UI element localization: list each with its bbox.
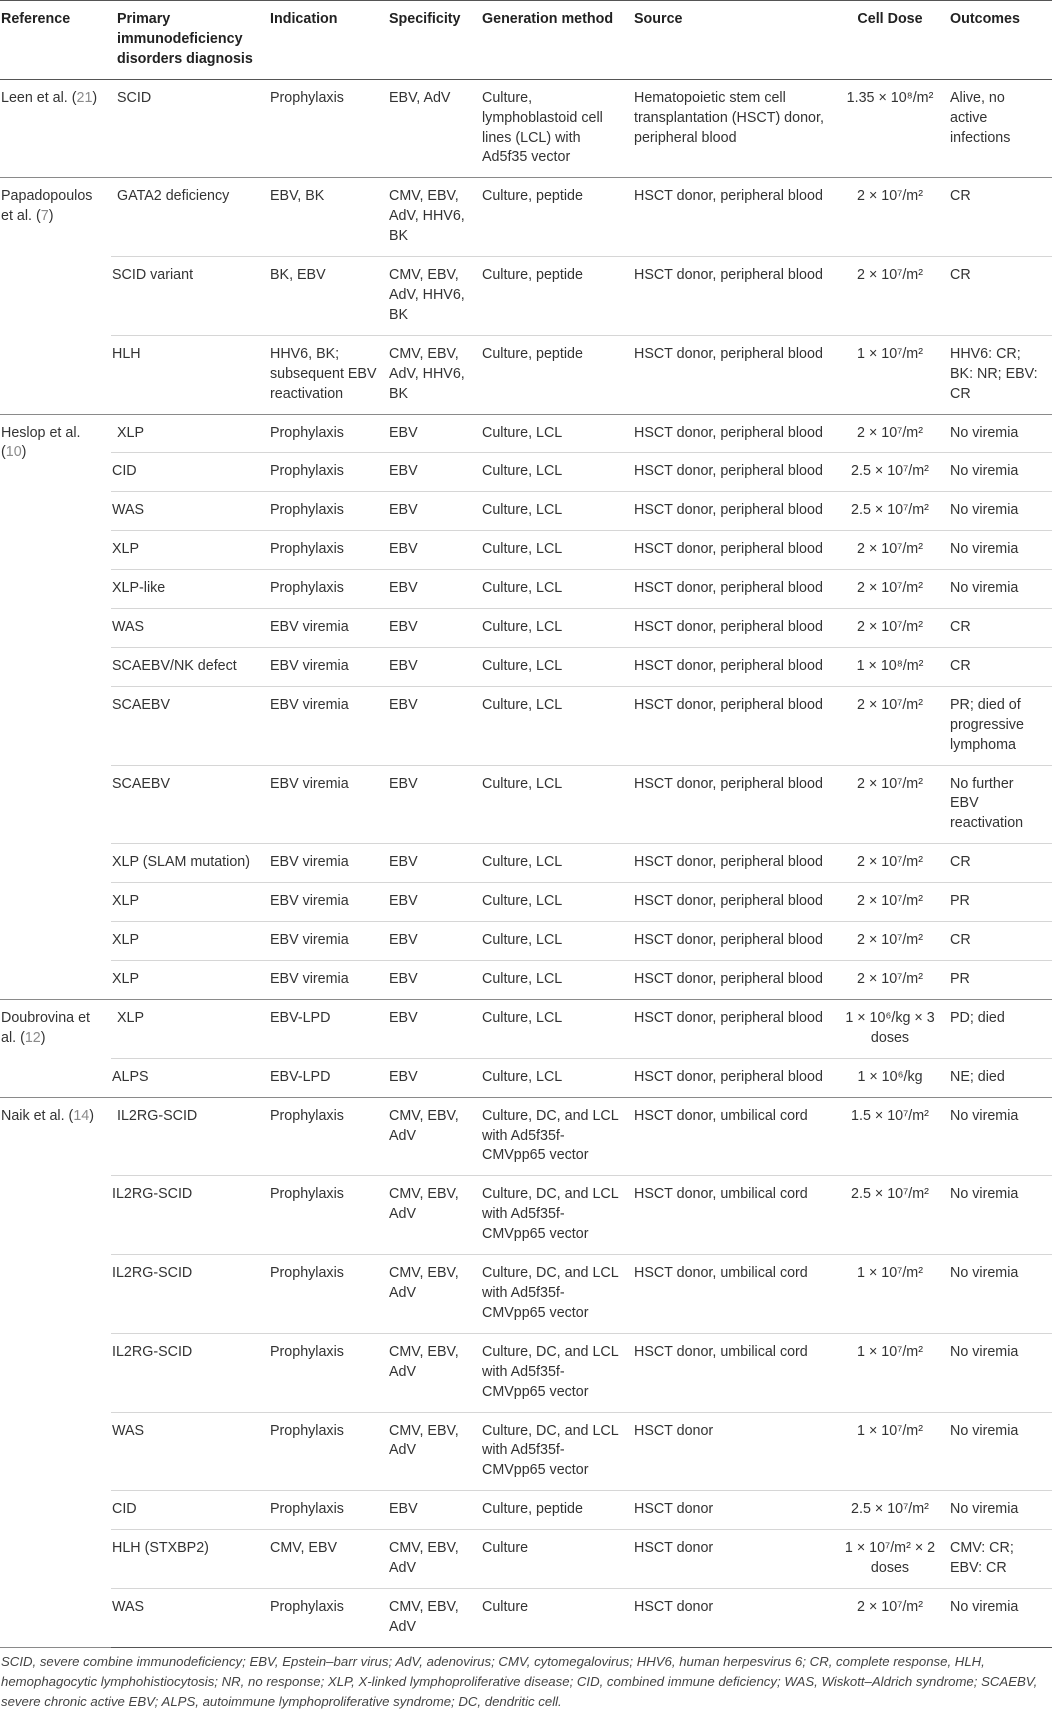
cell-specificity: EBV (383, 1058, 476, 1097)
cell-generation-method: Culture, LCL (476, 414, 628, 453)
cell-outcomes: No viremia (944, 1491, 1052, 1530)
cell-generation-method: Culture, LCL (476, 453, 628, 492)
reference-paren-close: ) (89, 1107, 94, 1124)
cell-source: HSCT donor, peripheral blood (628, 647, 836, 686)
cell-dose: 1.5 × 10⁷/m² (836, 1097, 944, 1176)
cell-diagnosis: WAS (111, 1588, 264, 1647)
cell-outcomes: CR (944, 844, 1052, 883)
cell-generation-method: Culture, LCL (476, 492, 628, 531)
citation-number: 7 (40, 208, 49, 225)
cell-outcomes: CR (944, 609, 1052, 648)
cell-diagnosis: XLP (111, 922, 264, 961)
cell-specificity: EBV (383, 570, 476, 609)
cell-indication: Prophylaxis (264, 531, 383, 570)
reference-authors: Papadopoulos et al. (1, 188, 93, 225)
cell-source: HSCT donor, peripheral blood (628, 335, 836, 414)
cell-dose: 2 × 10⁷/m² (836, 686, 944, 765)
cell-specificity: EBV (383, 531, 476, 570)
cell-indication: Prophylaxis (264, 1412, 383, 1491)
cell-diagnosis: WAS (111, 492, 264, 531)
cell-outcomes: CR (944, 922, 1052, 961)
cell-diagnosis: XLP-like (111, 570, 264, 609)
cell-source: HSCT donor, peripheral blood (628, 1058, 836, 1097)
table-row (0, 686, 1052, 765)
cell-reference (0, 178, 111, 414)
cell-generation-method: Culture, DC, and LCL with Ad5f35f-CMVpp65 vector (476, 1412, 628, 1491)
cell-specificity: CMV, EBV, AdV (383, 1097, 476, 1176)
cell-diagnosis: GATA2 deficiency (111, 178, 264, 257)
cell-reference (0, 79, 111, 178)
cell-indication: Prophylaxis (264, 1588, 383, 1647)
cell-source: HSCT donor, peripheral blood (628, 686, 836, 765)
cell-diagnosis: XLP (111, 961, 264, 1000)
cell-specificity: CMV, EBV, AdV, HHV6, BK (383, 335, 476, 414)
cell-outcomes: No viremia (944, 1255, 1052, 1334)
cell-source: HSCT donor, peripheral blood (628, 922, 836, 961)
cell-indication: Prophylaxis (264, 79, 383, 178)
table-row (0, 453, 1052, 492)
cell-source: HSCT donor (628, 1491, 836, 1530)
cell-generation-method: Culture, LCL (476, 531, 628, 570)
cell-dose: 1.35 × 10⁸/m² (836, 79, 944, 178)
table-row (0, 414, 1052, 453)
header-generation-method: Generation method (476, 1, 628, 80)
cell-source: HSCT donor (628, 1412, 836, 1491)
table-row (0, 961, 1052, 1000)
table-row (0, 609, 1052, 648)
cell-diagnosis: SCAEBV/NK defect (111, 647, 264, 686)
cell-dose: 1 × 10⁷/m² × 2 doses (836, 1530, 944, 1589)
cell-indication: EBV viremia (264, 686, 383, 765)
cell-source: HSCT donor, peripheral blood (628, 609, 836, 648)
cell-dose: 2 × 10⁷/m² (836, 922, 944, 961)
cell-dose: 2 × 10⁷/m² (836, 844, 944, 883)
header-source: Source (628, 1, 836, 80)
table-row (0, 1333, 1052, 1412)
header-specificity: Specificity (383, 1, 476, 80)
cell-indication: Prophylaxis (264, 570, 383, 609)
table-row (0, 1588, 1052, 1647)
cell-indication: Prophylaxis (264, 1333, 383, 1412)
reference-paren-open: ( (16, 1029, 25, 1046)
cell-specificity: CMV, EBV, AdV (383, 1176, 476, 1255)
cell-generation-method: Culture, peptide (476, 257, 628, 336)
cell-generation-method: Culture, LCL (476, 647, 628, 686)
cell-specificity: EBV, AdV (383, 79, 476, 178)
reference-paren-open: ( (64, 1107, 74, 1124)
cell-indication: EBV-LPD (264, 1058, 383, 1097)
cell-specificity: CMV, EBV, AdV, HHV6, BK (383, 257, 476, 336)
cell-dose: 1 × 10⁷/m² (836, 1333, 944, 1412)
cell-source: HSCT donor, peripheral blood (628, 844, 836, 883)
header-indication: Indication (264, 1, 383, 80)
table-row (0, 1530, 1052, 1589)
cell-source: HSCT donor, peripheral blood (628, 765, 836, 844)
cell-generation-method: Culture, DC, and LCL with Ad5f35f-CMVpp65 vector (476, 1176, 628, 1255)
cell-dose: 2 × 10⁷/m² (836, 883, 944, 922)
cell-source: HSCT donor, peripheral blood (628, 999, 836, 1058)
cell-outcomes: NE; died (944, 1058, 1052, 1097)
reference-authors: Leen et al. (1, 89, 68, 106)
header-diagnosis: Primary immunodeficiency disorders diagnosis (111, 1, 264, 80)
cell-dose: 2 × 10⁷/m² (836, 609, 944, 648)
cell-outcomes: PR (944, 883, 1052, 922)
cell-specificity: EBV (383, 922, 476, 961)
cell-generation-method: Culture, lymphoblastoid cell lines (LCL) with Ad5f35 vector (476, 79, 628, 178)
cell-outcomes: Alive, no active infections (944, 79, 1052, 178)
cell-outcomes: No viremia (944, 531, 1052, 570)
cell-outcomes: PR; died of progressive lymphoma (944, 686, 1052, 765)
cell-dose: 2 × 10⁷/m² (836, 961, 944, 1000)
cell-diagnosis: ALPS (111, 1058, 264, 1097)
table-row (0, 492, 1052, 531)
table-row (0, 1058, 1052, 1097)
cell-generation-method: Culture (476, 1588, 628, 1647)
table-row (0, 844, 1052, 883)
table-row (0, 1412, 1052, 1491)
cell-source: HSCT donor, peripheral blood (628, 178, 836, 257)
cell-dose: 1 × 10⁷/m² (836, 335, 944, 414)
reference-paren-close: ) (21, 444, 27, 461)
cell-diagnosis: XLP (111, 414, 264, 453)
cell-outcomes: No viremia (944, 1588, 1052, 1647)
table-row (0, 79, 1052, 178)
cell-indication: EBV viremia (264, 961, 383, 1000)
reference-authors: Naik et al. (1, 1107, 65, 1124)
cell-diagnosis: IL2RG-SCID (111, 1176, 264, 1255)
table-row (0, 531, 1052, 570)
cell-outcomes: PR (944, 961, 1052, 1000)
cell-dose: 1 × 10⁷/m² (836, 1412, 944, 1491)
table-row (0, 1176, 1052, 1255)
table-body (0, 79, 1052, 1647)
cell-diagnosis: SCID (111, 79, 264, 178)
cell-reference (0, 414, 111, 999)
reference-authors: Heslop et al. (1, 424, 81, 441)
cell-specificity: EBV (383, 844, 476, 883)
cell-source: HSCT donor, peripheral blood (628, 257, 836, 336)
cell-dose: 1 × 10⁸/m² (836, 647, 944, 686)
cell-source: HSCT donor, umbilical cord (628, 1097, 836, 1176)
cell-diagnosis: SCID variant (111, 257, 264, 336)
cell-diagnosis: WAS (111, 1412, 264, 1491)
cell-diagnosis: IL2RG-SCID (111, 1333, 264, 1412)
table-row (0, 647, 1052, 686)
cell-indication: Prophylaxis (264, 1255, 383, 1334)
cell-dose: 1 × 10⁷/m² (836, 1255, 944, 1334)
cell-generation-method: Culture, LCL (476, 961, 628, 1000)
cell-outcomes: HHV6: CR; BK: NR; EBV: CR (944, 335, 1052, 414)
cell-source: HSCT donor, peripheral blood (628, 883, 836, 922)
cell-dose: 1 × 10⁶/kg (836, 1058, 944, 1097)
cell-specificity: EBV (383, 1491, 476, 1530)
cell-dose: 2 × 10⁷/m² (836, 414, 944, 453)
cell-generation-method: Culture, DC, and LCL with Ad5f35f-CMVpp65 vector (476, 1255, 628, 1334)
cell-generation-method: Culture, LCL (476, 686, 628, 765)
header-cell-dose: Cell Dose (836, 1, 944, 80)
cell-diagnosis: XLP (111, 999, 264, 1058)
cell-specificity: EBV (383, 999, 476, 1058)
cell-diagnosis: SCAEBV (111, 686, 264, 765)
cell-dose: 2.5 × 10⁷/m² (836, 453, 944, 492)
cell-outcomes: No viremia (944, 1412, 1052, 1491)
cell-outcomes: CR (944, 647, 1052, 686)
cell-outcomes: No further EBV reactivation (944, 765, 1052, 844)
cell-dose: 2 × 10⁷/m² (836, 1588, 944, 1647)
cell-indication: EBV viremia (264, 765, 383, 844)
header-row (0, 1, 1052, 80)
cell-specificity: EBV (383, 609, 476, 648)
cell-dose: 2.5 × 10⁷/m² (836, 492, 944, 531)
cell-indication: Prophylaxis (264, 414, 383, 453)
cell-indication: EBV viremia (264, 844, 383, 883)
cell-outcomes: No viremia (944, 1333, 1052, 1412)
cell-source: HSCT donor, peripheral blood (628, 531, 836, 570)
cell-reference (0, 999, 111, 1097)
cell-generation-method: Culture, LCL (476, 883, 628, 922)
cell-generation-method: Culture, DC, and LCL with Ad5f35f-CMVpp65 vector (476, 1097, 628, 1176)
cell-specificity: EBV (383, 961, 476, 1000)
cell-generation-method: Culture, LCL (476, 765, 628, 844)
cell-outcomes: No viremia (944, 492, 1052, 531)
reference-paren-open: ( (1, 444, 6, 461)
table-footnote: SCID, severe combine immunodeficiency; EBV, Epstein–barr virus; AdV, adenovirus; CMV, cytomegalovirus; HHV6, human herpesvirus 6; CR, complete response, HLH, hemophagocytic lymphohistiocytosis; NR, no response; XLP, X-linked lymphoproliferative disease; CID, combined immune deficiency; WAS, Wiskott–Aldrich syndrome; SCAEBV, severe chronic active EBV; ALPS, autoimmune lymphoproliferative syndrome; DC, dendritic cell. (1, 1653, 1038, 1709)
cell-reference (0, 1097, 111, 1647)
cell-source: HSCT donor (628, 1588, 836, 1647)
cell-diagnosis: CID (111, 453, 264, 492)
cell-source: HSCT donor, peripheral blood (628, 414, 836, 453)
cell-indication: CMV, EBV (264, 1530, 383, 1589)
citation-number: 10 (5, 444, 22, 461)
cell-generation-method: Culture, LCL (476, 1058, 628, 1097)
reference-paren-close: ) (48, 208, 54, 225)
cell-specificity: EBV (383, 453, 476, 492)
table-row (0, 178, 1052, 257)
cell-specificity: CMV, EBV, AdV (383, 1412, 476, 1491)
cell-source: HSCT donor, peripheral blood (628, 492, 836, 531)
cell-diagnosis: HLH (111, 335, 264, 414)
cell-indication: Prophylaxis (264, 492, 383, 531)
cell-outcomes: No viremia (944, 453, 1052, 492)
table-row (0, 999, 1052, 1058)
cell-outcomes: No viremia (944, 414, 1052, 453)
cell-outcomes: No viremia (944, 570, 1052, 609)
cell-indication: EBV-LPD (264, 999, 383, 1058)
cell-diagnosis: IL2RG-SCID (111, 1097, 264, 1176)
cell-source: HSCT donor, umbilical cord (628, 1255, 836, 1334)
citation-number: 14 (73, 1107, 90, 1124)
cell-generation-method: Culture, DC, and LCL with Ad5f35f-CMVpp65 vector (476, 1333, 628, 1412)
table-row (0, 883, 1052, 922)
cell-indication: HHV6, BK; subsequent EBV reactivation (264, 335, 383, 414)
table-row (0, 1097, 1052, 1176)
cell-indication: EBV, BK (264, 178, 383, 257)
reference-authors: Doubrovina et al. (1, 1009, 91, 1046)
table-row (0, 765, 1052, 844)
cell-specificity: EBV (383, 647, 476, 686)
table-row (0, 257, 1052, 336)
cell-specificity: CMV, EBV, AdV (383, 1588, 476, 1647)
cell-diagnosis: WAS (111, 609, 264, 648)
cell-diagnosis: IL2RG-SCID (111, 1255, 264, 1334)
cell-diagnosis: XLP (111, 883, 264, 922)
reference-paren-open: ( (67, 89, 77, 106)
cell-generation-method: Culture, LCL (476, 609, 628, 648)
cell-dose: 2 × 10⁷/m² (836, 257, 944, 336)
cell-dose: 2.5 × 10⁷/m² (836, 1176, 944, 1255)
cell-specificity: EBV (383, 883, 476, 922)
cell-indication: EBV viremia (264, 609, 383, 648)
cell-indication: Prophylaxis (264, 453, 383, 492)
table-row (0, 1255, 1052, 1334)
cell-indication: Prophylaxis (264, 1097, 383, 1176)
cell-generation-method: Culture, LCL (476, 844, 628, 883)
cell-generation-method: Culture, peptide (476, 1491, 628, 1530)
header-reference: Reference (0, 1, 111, 80)
cell-specificity: EBV (383, 492, 476, 531)
table-row (0, 570, 1052, 609)
cell-generation-method: Culture, LCL (476, 570, 628, 609)
table-row (0, 335, 1052, 414)
cell-dose: 2 × 10⁷/m² (836, 178, 944, 257)
cell-outcomes: CR (944, 178, 1052, 257)
cell-generation-method: Culture, peptide (476, 335, 628, 414)
cell-specificity: EBV (383, 765, 476, 844)
cell-outcomes: CR (944, 257, 1052, 336)
citation-number: 21 (76, 89, 93, 106)
cell-indication: EBV viremia (264, 922, 383, 961)
cell-specificity: CMV, EBV, AdV (383, 1255, 476, 1334)
cell-specificity: EBV (383, 686, 476, 765)
cell-dose: 1 × 10⁶/kg × 3 doses (836, 999, 944, 1058)
cell-outcomes: No viremia (944, 1176, 1052, 1255)
cell-specificity: EBV (383, 414, 476, 453)
table-row (0, 922, 1052, 961)
cell-indication: Prophylaxis (264, 1491, 383, 1530)
cell-generation-method: Culture, peptide (476, 178, 628, 257)
reference-paren-close: ) (92, 89, 98, 106)
cell-source: HSCT donor (628, 1530, 836, 1589)
cell-source: HSCT donor, peripheral blood (628, 570, 836, 609)
cell-source: HSCT donor, umbilical cord (628, 1176, 836, 1255)
cell-dose: 2 × 10⁷/m² (836, 531, 944, 570)
cell-dose: 2 × 10⁷/m² (836, 570, 944, 609)
cell-source: HSCT donor, peripheral blood (628, 453, 836, 492)
cell-generation-method: Culture, LCL (476, 999, 628, 1058)
citation-number: 12 (24, 1029, 41, 1046)
table-row (0, 1491, 1052, 1530)
cell-indication: BK, EBV (264, 257, 383, 336)
cell-diagnosis: HLH (STXBP2) (111, 1530, 264, 1589)
cell-outcomes: CMV: CR; EBV: CR (944, 1530, 1052, 1589)
cell-specificity: CMV, EBV, AdV, HHV6, BK (383, 178, 476, 257)
cell-diagnosis: XLP (111, 531, 264, 570)
cell-indication: Prophylaxis (264, 1176, 383, 1255)
cell-source: HSCT donor, umbilical cord (628, 1333, 836, 1412)
cell-indication: EBV viremia (264, 647, 383, 686)
cell-diagnosis: XLP (SLAM mutation) (111, 844, 264, 883)
reference-paren-close: ) (40, 1029, 46, 1046)
cell-source: Hematopoietic stem cell transplantation (HSCT) donor, peripheral blood (628, 79, 836, 178)
cell-dose: 2.5 × 10⁷/m² (836, 1491, 944, 1530)
cell-dose: 2 × 10⁷/m² (836, 765, 944, 844)
cell-source: HSCT donor, peripheral blood (628, 961, 836, 1000)
cell-indication: EBV viremia (264, 883, 383, 922)
cell-generation-method: Culture (476, 1530, 628, 1589)
cell-generation-method: Culture, LCL (476, 922, 628, 961)
cell-diagnosis: SCAEBV (111, 765, 264, 844)
reference-paren-open: ( (32, 208, 41, 225)
cell-specificity: CMV, EBV, AdV (383, 1333, 476, 1412)
cell-diagnosis: CID (111, 1491, 264, 1530)
cell-outcomes: PD; died (944, 999, 1052, 1058)
cell-outcomes: No viremia (944, 1097, 1052, 1176)
cell-specificity: CMV, EBV, AdV (383, 1530, 476, 1589)
header-outcomes: Outcomes (944, 1, 1052, 80)
